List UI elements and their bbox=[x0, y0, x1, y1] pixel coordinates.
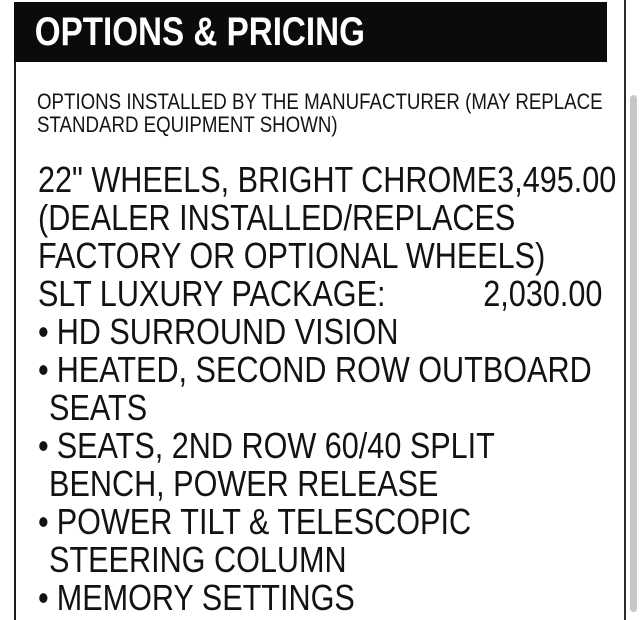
option-label: MEMORY SETTINGS bbox=[56, 577, 355, 618]
option-row bbox=[38, 579, 602, 617]
option-row bbox=[38, 199, 602, 237]
option-row bbox=[38, 427, 602, 465]
bullet-icon: • bbox=[38, 311, 49, 352]
bullet-icon: • bbox=[38, 501, 49, 542]
option-row bbox=[38, 351, 602, 389]
option-row bbox=[38, 313, 602, 351]
option-price: 3,495.00 bbox=[497, 159, 617, 200]
option-row bbox=[38, 503, 602, 541]
page-title: OPTIONS & PRICING bbox=[34, 9, 365, 54]
option-row-continuation bbox=[38, 541, 602, 579]
option-label: SLT LUXURY PACKAGE: bbox=[38, 273, 386, 314]
option-row bbox=[38, 159, 617, 200]
option-label: 22" WHEELS, BRIGHT CHROME bbox=[38, 159, 498, 200]
option-label: STEERING COLUMN bbox=[49, 539, 347, 580]
option-row-continuation bbox=[38, 389, 602, 427]
option-label: SEATS, 2ND ROW 60/40 SPLIT bbox=[56, 425, 495, 466]
bullet-icon: • bbox=[38, 425, 49, 466]
option-row-continuation bbox=[38, 465, 602, 503]
option-label: HEATED, SECOND ROW OUTBOARD bbox=[56, 349, 592, 390]
option-label: HD SURROUND VISION bbox=[56, 311, 399, 352]
bullet-icon: • bbox=[38, 349, 49, 390]
vertical-scrollbar-track[interactable] bbox=[628, 0, 640, 620]
option-label: POWER TILT & TELESCOPIC bbox=[56, 501, 472, 542]
options-list bbox=[38, 159, 617, 618]
options-disclaimer bbox=[37, 90, 603, 136]
vertical-scrollbar-thumb[interactable] bbox=[630, 95, 637, 612]
option-label: (DEALER INSTALLED/REPLACES bbox=[38, 197, 516, 238]
section-header-bar bbox=[14, 2, 607, 62]
bullet-icon: • bbox=[38, 577, 49, 618]
pane-border bbox=[624, 0, 626, 620]
option-label: FACTORY OR OPTIONAL WHEELS) bbox=[38, 235, 546, 276]
option-label: BENCH, POWER RELEASE bbox=[49, 463, 439, 504]
option-row bbox=[38, 275, 602, 313]
option-row bbox=[38, 237, 602, 275]
option-label: SEATS bbox=[49, 387, 148, 428]
disclaimer-line-2: STANDARD EQUIPMENT SHOWN) bbox=[37, 112, 338, 137]
option-price: 2,030.00 bbox=[483, 273, 603, 314]
content-left-border bbox=[14, 62, 16, 620]
disclaimer-line-1: OPTIONS INSTALLED BY THE MANUFACTURER (MAY REPLACE bbox=[37, 89, 603, 114]
